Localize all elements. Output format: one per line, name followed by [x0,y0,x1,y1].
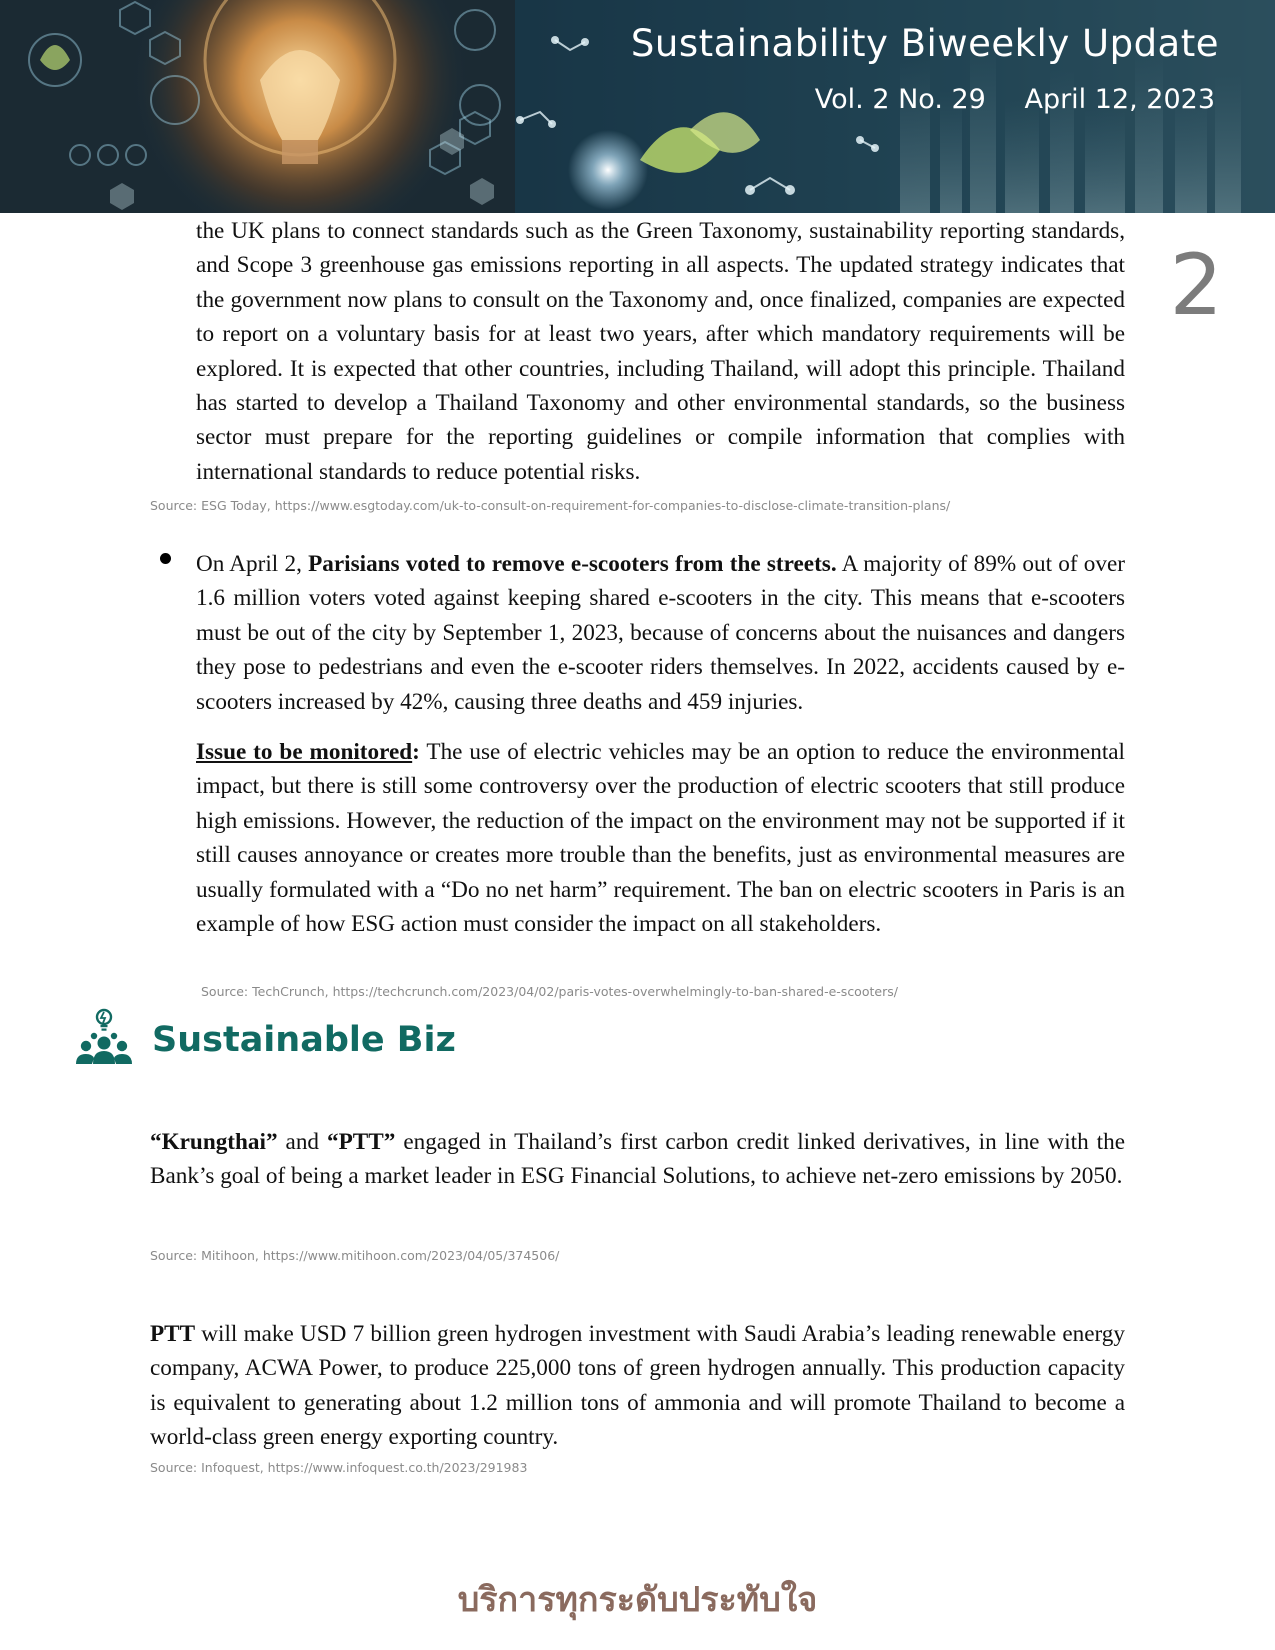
bullet-point [160,553,171,564]
footer-tagline: บริการทุกระดับประทับใจ [457,1580,818,1620]
source-infoquest: Source: Infoquest, https://www.infoquest.co.th/2023/291983 [150,1460,528,1475]
section-title: Sustainable Biz [152,1020,456,1060]
company-krungthai: “Krungthai” [150,1129,278,1155]
issue-colon: : [412,739,420,765]
source-esg-today: Source: ESG Today, https://www.esgtoday.com/uk-to-consult-on-requirement-for-companies-to-disclose-climate-transition-plans/ [150,498,951,513]
issue-label: Issue to be monitored [196,739,413,765]
conjunction: and [277,1129,328,1155]
article-uk-continuation: the UK plans to connect standards such as the Green Taxonomy, sustainability reporting standards, and Scope 3 greenhouse gas emissions reporting in all aspects. The updated strategy indicates that the government now plans to consult on the Taxonomy and, once finalized, companies are expected to report on a voluntary basis for at least two years, after which mandatory requirements will be explored. It is expected that other countries, including Thailand, will adopt this principle. Thailand has started to develop a Thailand Taxonomy and other environmental standards, so the business sector must prepare for the reporting guidelines or compile information that complies with international standards to reduce potential risks. [196,218,1125,485]
company-ptt: PTT [150,1321,196,1347]
article-body: A majority of 89% out of over 1.6 million voters voted against keeping shared e-scooters in the city. This means that e-scooters must be out of the city by September 1, 2023, because of concerns about the nuisances and dangers they pose to pedestrians and even the e-scooter riders themselves. In 2022, accidents caused by e-scooters increased by 42%, causing three deaths and 459 injuries. [196,551,1125,715]
issue-info [815,84,1215,115]
newsletter-title: Sustainability Biweekly Update [630,22,1219,65]
page-number: 2 [1169,236,1223,334]
biz-krungthai-ptt [150,1125,1125,1194]
source-mitihoon: Source: Mitihoon, https://www.mitihoon.com/2023/04/05/374506/ [150,1248,560,1263]
section-heading-sustainable-biz [74,1005,456,1075]
source-techcrunch: Source: TechCrunch, https://techcrunch.com/2023/04/02/paris-votes-overwhelmingly-to-ban-shared-e-scooters/ [201,984,898,999]
biz-ptt-hydrogen [150,1317,1125,1455]
header-banner [0,0,1275,213]
biz-text: engaged in Thailand’s first carbon credit linked derivatives, in line with the Bank’s goal of being a market leader in ESG Financial Solutions, to achieve net-zero emissions by 2050. [150,1129,1126,1190]
article-headline: Parisians voted to remove e-scooters from the streets. [308,551,837,577]
issue-monitored-paragraph [196,735,1125,941]
article-lead: On April 2, [196,551,309,577]
article-paris-escooters [196,547,1125,719]
issue-text: The use of electric vehicles may be an option to reduce the environmental impact, but there is still some controversy over the production of electric scooters that still produce high emissions. However, the reduction of the impact on the environment may not be supported if it still causes annoyance or creates more trouble than the benefits, just as environmental measures are usually formulated with a “Do no net harm” requirement. The ban on electric scooters in Paris is an example of how ESG action must consider the impact on all stakeholders. [196,739,1125,938]
issue-volume: Vol. 2 No. 29 [814,84,986,115]
company-ptt: “PTT” [327,1129,396,1155]
issue-date: April 12, 2023 [1024,84,1215,115]
people-lightbulb-icon [74,1008,134,1072]
biz-text: will make USD 7 billion green hydrogen investment with Saudi Arabia’s leading renewable energy company, ACWA Power, to produce 225,000 tons of green hydrogen annually. This production capacity is equivalent to generating about 1.2 million tons of ammonia and will promote Thailand to become a world-class green energy exporting country. [150,1321,1125,1451]
